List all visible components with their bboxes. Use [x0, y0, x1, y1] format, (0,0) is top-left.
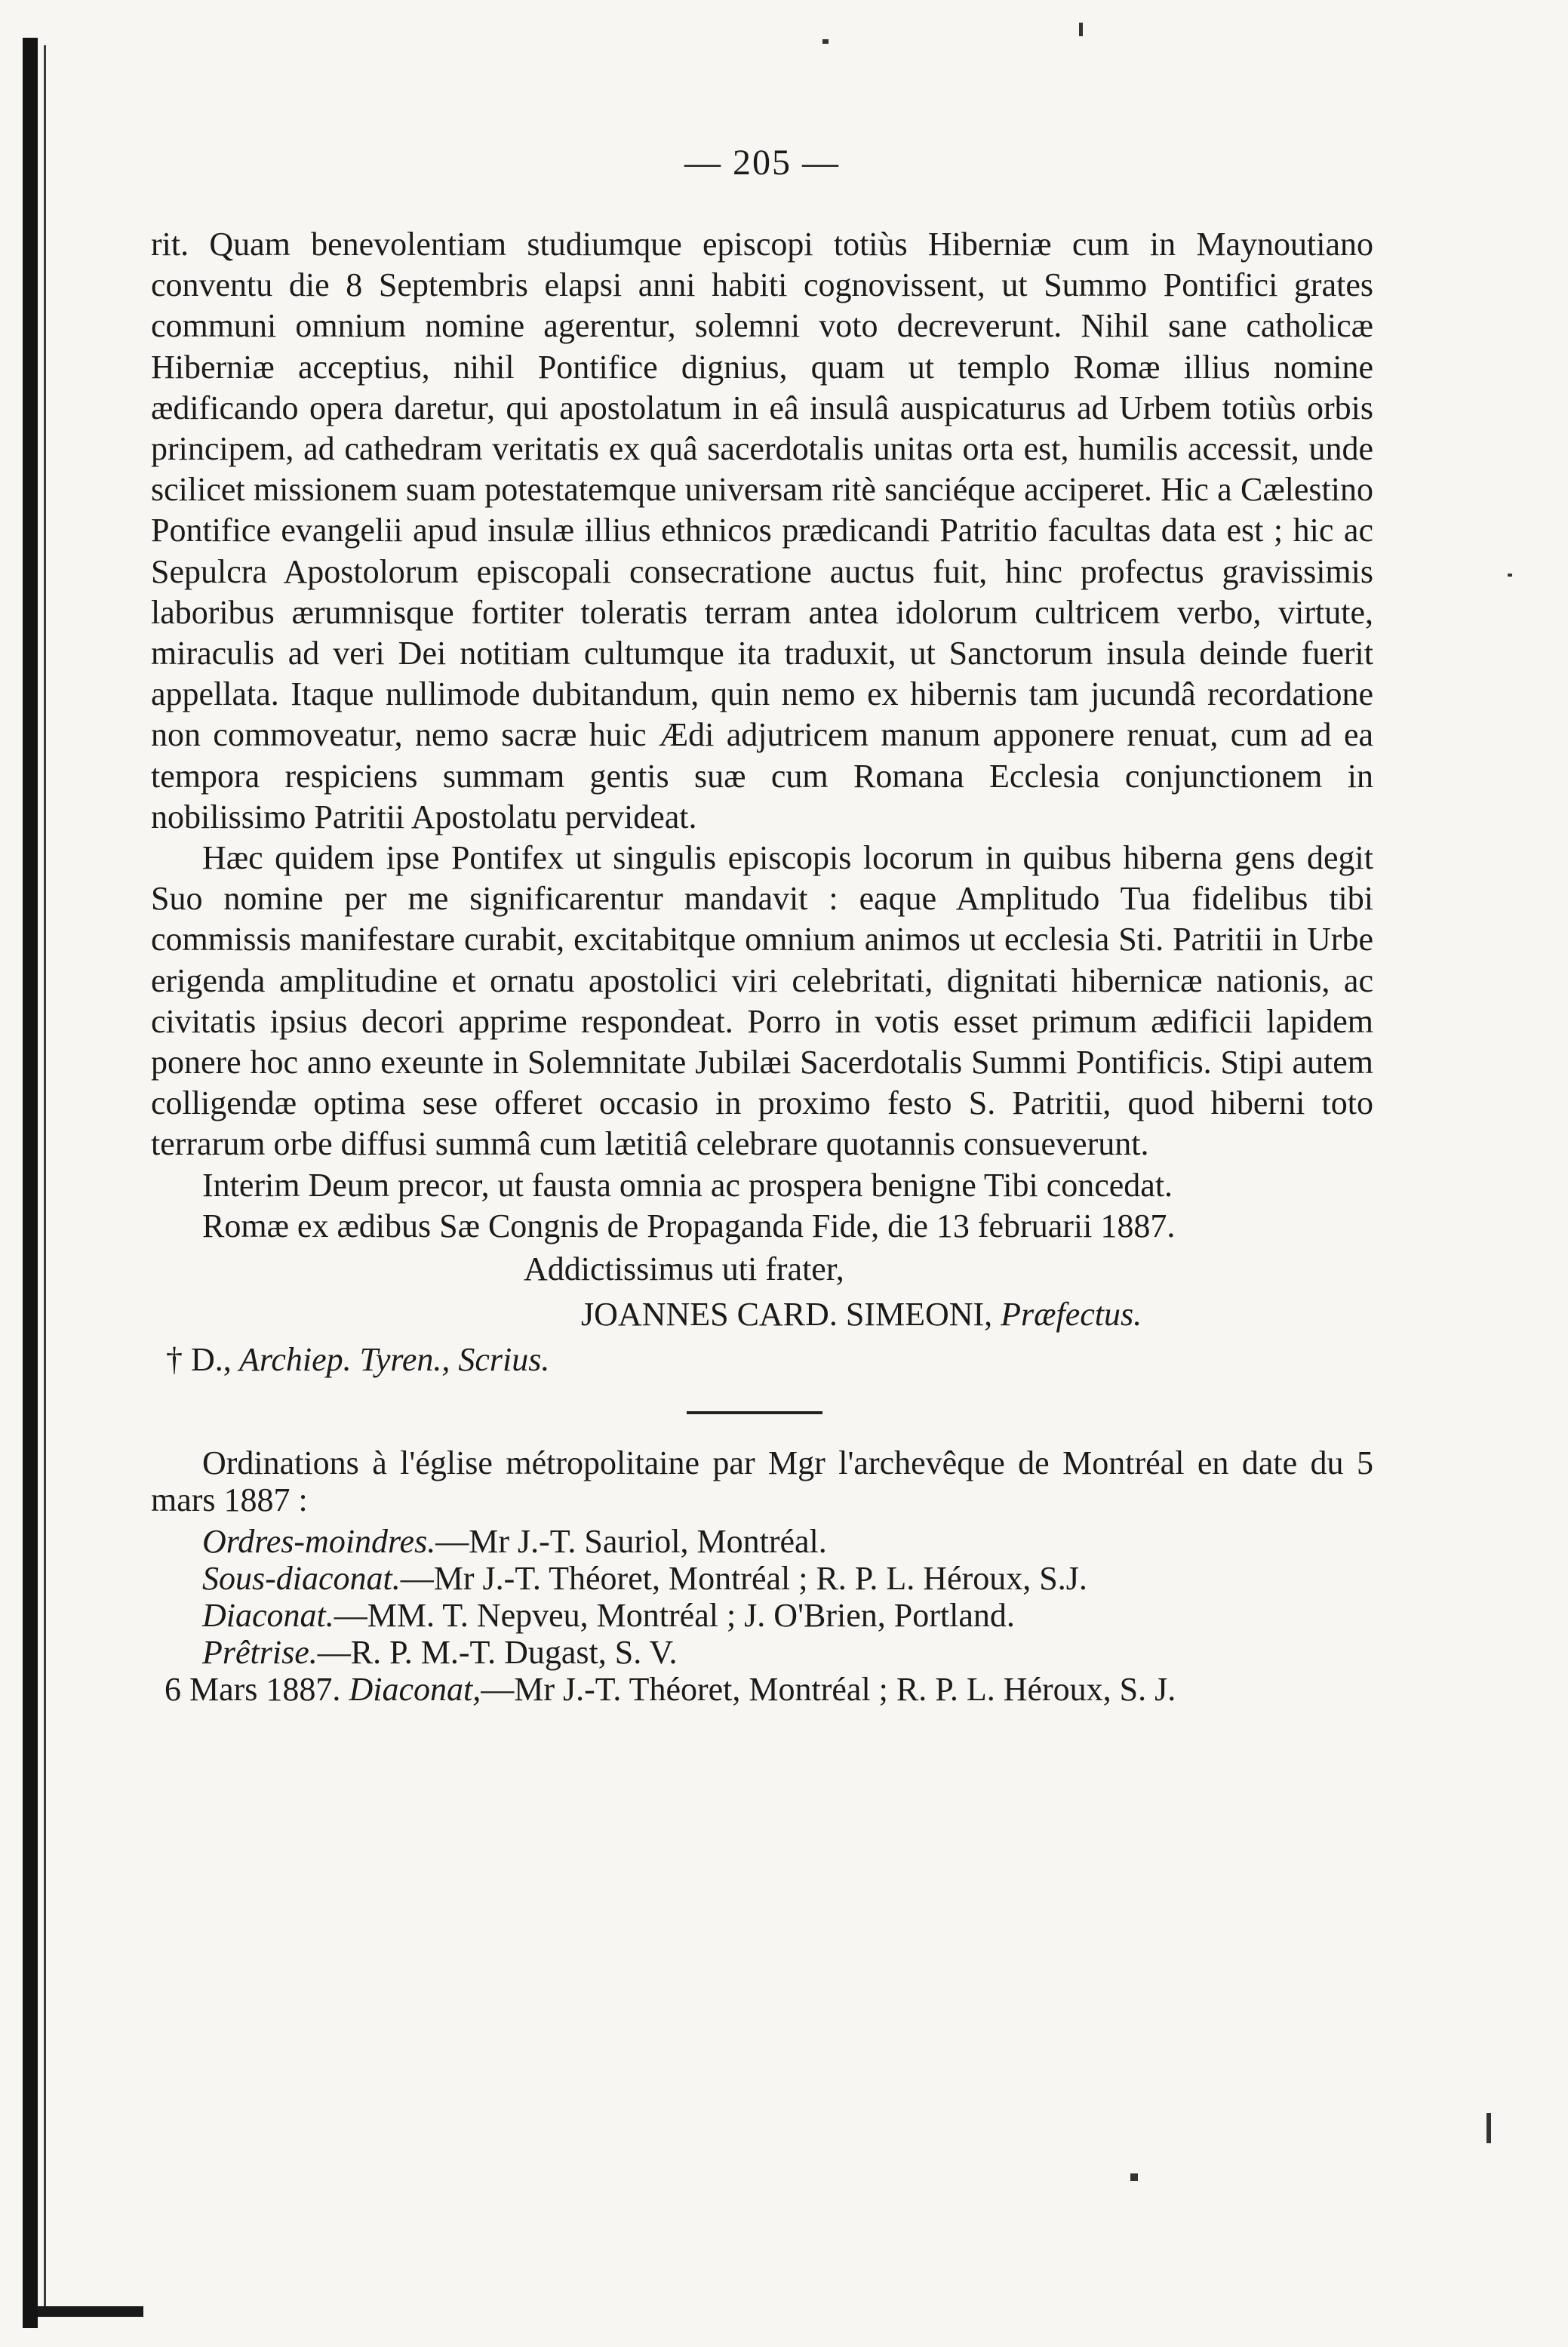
ordination-item-dated [151, 1671, 1373, 1708]
ordination-text: —R. P. M.-T. Dugast, S. V. [317, 1634, 678, 1672]
paragraph: rit. Quam benevolentiam studiumque episcopi totiùs Hiberniæ cum in Maynoutiano conventu die 8 Septembris elapsi anni habiti cognovissent, ut Summo Pontifici grates communi omnium nomine agerentur, solemni voto decreverunt. Nihil sane catholicæ Hiberniæ acceptius, nihil Pontifice dignius, quam ut templo Romæ illius nomine ædificando opera daretur, qui apostolatum in eâ insulâ auspicaturus ad Urbem totiùs orbis principem, ad cathedram veritatis ex quâ sacerdotalis unitas orta est, humilis accessit, unde scilicet missionem suam potestatemque universam ritè sanciéque acciperet. Hic a Cælestino Pontifice evangelii apud insulæ illius ethnicos prædicandi Patritio facultas data est ; hic ac Sepulcra Apostolorum episcopali consecratione auctus fuit, hinc profectus gravissimis laboribus ærumnisque fortiter toleratis terram antea idolorum cultricem verbo, virtute, miraculis ad veri Dei notitiam cultumque ita traduxit, ut Sanctorum insula deinde fuerit appellata. Itaque nullimode dubitandum, quin nemo ex hibernis tam jucundâ recordatione non commoveatur, nemo sacræ huic Ædi adjutricem manum apponere renuat, cum ad ea tempora respiciens summam gentis suæ cum Romana Ecclesia conjunctionem in nobilissimo Patritii Apostolatu pervideat. [151, 226, 1373, 835]
ordinations-intro: Ordinations à l'église métropolitaine par Mgr l'archevêque de Montréal en date du 5 mars 1887 : [151, 1444, 1373, 1519]
scan-speck [1508, 574, 1512, 577]
ordination-label: Ordres-moindres. [202, 1523, 436, 1561]
section-divider [687, 1411, 822, 1414]
paragraph: Hæc quidem ipse Pontifex ut singulis episcopis locorum in quibus hiberna gens degit Suo nomine per me significarentur mandavit : eaque Amplitudo Tua fidelibus tibi commissis manifestare curabit, excitabitque omnium animos ut ecclesia Sti. Patritii in Urbe erigenda amplitudine et ornatu apostolici viri celebritati, dignitati hibernicæ nationis, ac civitatis ipsius decori apprime respondeat. Porro in votis esset primum ædificii lapidem ponere hoc anno exeunte in Solemnitate Jubilæi Sacerdotalis Summi Pontificis. Stipi autem colligendæ optima sese offeret occasio in proximo festo S. Patritii, quod hiberni toto terrarum orbe diffusi summâ cum lætitiâ celebrare quotannis consueverunt. [151, 839, 1373, 1163]
ordination-item [151, 1560, 1373, 1597]
ordination-label: Sous-diaconat. [202, 1560, 401, 1598]
scan-mark [38, 2306, 143, 2317]
ordination-text: —Mr J.-T. Théoret, Montréal ; R. P. L. Héroux, S. J. [481, 1671, 1176, 1709]
ordination-text: —MM. T. Nepveu, Montréal ; J. O'Brien, Portland. [334, 1597, 1015, 1635]
ordination-label: Prêtrise. [202, 1634, 318, 1672]
scan-speck [822, 39, 829, 44]
signatory-name: JOANNES CARD. SIMEONI, [581, 1296, 993, 1333]
ordination-text: —Mr J.-T. Théoret, Montréal ; R. P. L. Héroux, S.J. [400, 1560, 1087, 1598]
ordination-date: 6 Mars 1887. [164, 1671, 341, 1709]
binding-edge-inner [44, 45, 46, 2317]
scan-speck [1487, 2113, 1491, 2143]
scan-speck [1130, 2173, 1138, 2181]
letter-body [151, 224, 1373, 1247]
closing-salutation: Addictissimus uti frater, [524, 1250, 844, 1288]
binding-edge [23, 38, 38, 2328]
ordination-text: —Mr J.-T. Sauriol, Montréal. [435, 1523, 827, 1561]
ordination-label: Diaconat, [349, 1671, 481, 1709]
ordination-item [151, 1523, 1373, 1560]
scan-speck [1079, 23, 1083, 36]
ordination-item [151, 1597, 1373, 1634]
ordination-item [151, 1634, 1373, 1671]
secretary-prefix: † D., [166, 1341, 232, 1379]
secretary-line [151, 1337, 1373, 1383]
ordination-label: Diaconat. [202, 1597, 334, 1635]
ordinations-section [151, 1444, 1373, 1708]
signatory [151, 1292, 1373, 1337]
paragraph: Interim Deum precor, ut fausta omnia ac prospera benigne Tibi concedat. [202, 1166, 1173, 1204]
paragraph: Romæ ex ædibus Sæ Congnis de Propaganda Fide, die 13 februarii 1887. [202, 1207, 1176, 1244]
page-number: — 205 — [684, 143, 840, 183]
page [151, 142, 1373, 1708]
secretary-title: Archiep. Tyren., Scrius. [239, 1341, 550, 1379]
signatory-title: Præfectus. [1001, 1296, 1142, 1333]
